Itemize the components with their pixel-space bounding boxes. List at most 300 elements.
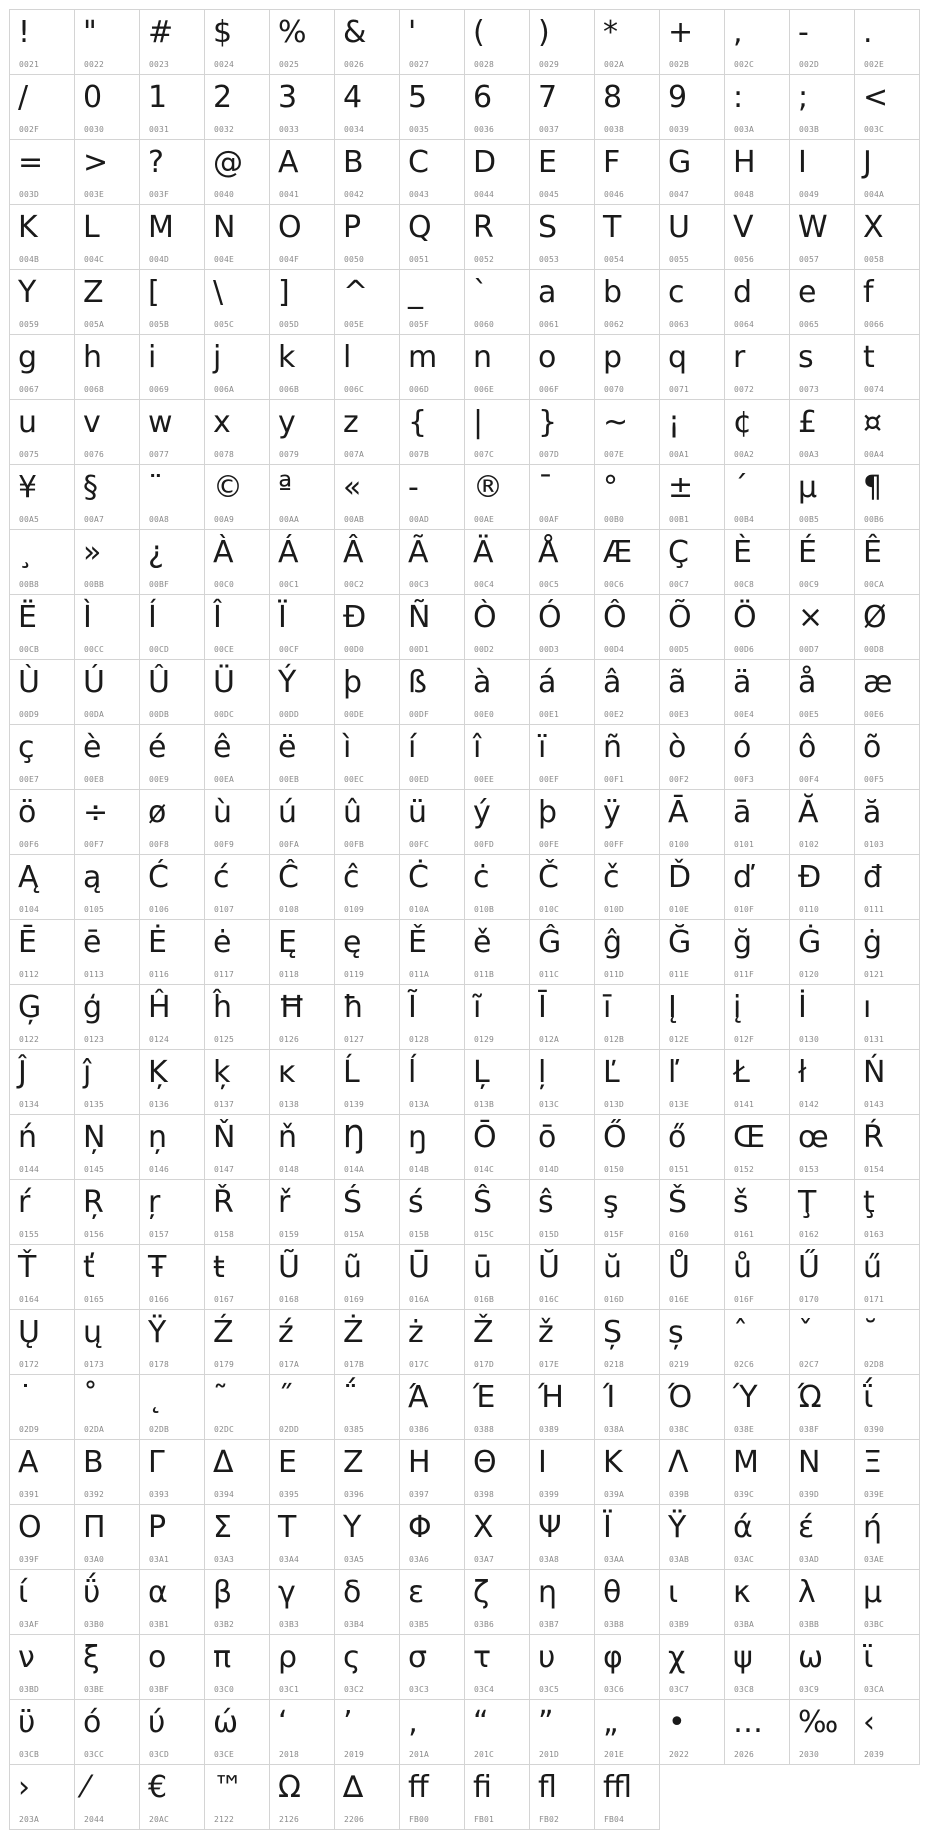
glyph-codepoint: 0028 <box>474 60 495 69</box>
glyph-codepoint: 0386 <box>409 1425 430 1434</box>
glyph-codepoint: 002C <box>734 60 755 69</box>
glyph-cell <box>335 1570 400 1635</box>
glyph-cell <box>270 1245 335 1310</box>
glyph-codepoint: 0062 <box>604 320 625 329</box>
glyph-cell <box>75 10 140 75</box>
glyph-codepoint: 0125 <box>214 1035 235 1044</box>
glyph-cell <box>10 530 75 595</box>
glyph-char: á <box>538 665 557 700</box>
glyph-codepoint: 00D1 <box>409 645 430 654</box>
glyph-cell <box>465 1375 530 1440</box>
glyph-char: Ϋ <box>668 1510 687 1545</box>
glyph-char: µ <box>798 470 818 505</box>
glyph-codepoint: 0041 <box>279 190 300 199</box>
glyph-cell <box>660 1635 725 1700</box>
glyph-codepoint: 002F <box>19 125 40 134</box>
glyph-char: ş <box>603 1185 619 1220</box>
glyph-codepoint: 00DE <box>344 710 365 719</box>
glyph-codepoint: 0151 <box>669 1165 690 1174</box>
glyph-codepoint: 003F <box>149 190 170 199</box>
glyph-codepoint: 00E3 <box>669 710 690 719</box>
glyph-cell <box>270 1570 335 1635</box>
glyph-cell <box>855 400 920 465</box>
glyph-codepoint: 0068 <box>84 385 105 394</box>
glyph-char: a <box>538 275 557 310</box>
glyph-char: " <box>83 15 97 50</box>
glyph-char: Ü <box>213 665 235 700</box>
glyph-codepoint: 0113 <box>84 970 105 979</box>
glyph-codepoint: 014A <box>344 1165 365 1174</box>
glyph-codepoint: 00CD <box>149 645 170 654</box>
glyph-codepoint: 0165 <box>84 1295 105 1304</box>
glyph-char: ˆ <box>733 1315 748 1350</box>
glyph-codepoint: 03A5 <box>344 1555 365 1564</box>
glyph-char: À <box>213 535 234 570</box>
glyph-cell <box>530 1570 595 1635</box>
glyph-char: ø <box>148 795 167 830</box>
glyph-codepoint: 00B6 <box>864 515 885 524</box>
glyph-codepoint: 00B0 <box>604 515 625 524</box>
glyph-codepoint: 0047 <box>669 190 690 199</box>
glyph-cell <box>465 1310 530 1375</box>
glyph-char: + <box>668 15 694 50</box>
glyph-char: J <box>863 145 872 180</box>
glyph-cell <box>790 1570 855 1635</box>
glyph-cell <box>10 1245 75 1310</box>
glyph-char: ¨ <box>148 470 163 505</box>
glyph-char: Ύ <box>733 1380 758 1415</box>
glyph-char: y <box>278 405 296 440</box>
glyph-codepoint: 00DB <box>149 710 170 719</box>
glyph-char: ﬂ <box>538 1770 557 1805</box>
glyph-codepoint: 00B1 <box>669 515 690 524</box>
glyph-cell <box>725 1505 790 1570</box>
glyph-cell <box>400 205 465 270</box>
glyph-char: ﬄ <box>603 1770 633 1805</box>
glyph-char: É <box>798 535 817 570</box>
glyph-char: U <box>668 210 690 245</box>
glyph-cell <box>335 1505 400 1570</box>
glyph-char: € <box>148 1770 168 1805</box>
glyph-char: İ <box>798 990 807 1025</box>
glyph-cell <box>595 1375 660 1440</box>
glyph-codepoint: 004C <box>84 255 105 264</box>
glyph-cell <box>75 725 140 790</box>
glyph-cell <box>465 985 530 1050</box>
glyph-codepoint: 00D3 <box>539 645 560 654</box>
glyph-cell <box>75 1440 140 1505</box>
glyph-char: í <box>408 730 417 765</box>
glyph-cell <box>270 335 335 400</box>
glyph-codepoint: 0162 <box>799 1230 820 1239</box>
glyph-codepoint: 2044 <box>84 1815 105 1824</box>
glyph-cell <box>10 270 75 335</box>
glyph-codepoint: 004D <box>149 255 170 264</box>
glyph-codepoint: 03BD <box>19 1685 40 1694</box>
glyph-char: Ÿ <box>148 1315 167 1350</box>
glyph-cell <box>270 920 335 985</box>
glyph-cell <box>855 660 920 725</box>
glyph-cell <box>660 855 725 920</box>
glyph-codepoint: 003D <box>19 190 40 199</box>
glyph-char: Ť <box>18 1250 37 1285</box>
glyph-cell <box>595 1440 660 1505</box>
glyph-codepoint: 0134 <box>19 1100 40 1109</box>
glyph-codepoint: 201D <box>539 1750 560 1759</box>
glyph-codepoint: 0120 <box>799 970 820 979</box>
glyph-codepoint: 00A2 <box>734 450 755 459</box>
glyph-cell <box>10 660 75 725</box>
glyph-cell <box>465 1570 530 1635</box>
glyph-char: N <box>213 210 236 245</box>
glyph-char: ) <box>538 15 550 50</box>
glyph-cell <box>725 1180 790 1245</box>
glyph-cell <box>335 465 400 530</box>
glyph-codepoint: 00C5 <box>539 580 560 589</box>
glyph-codepoint: 00FF <box>604 840 625 849</box>
glyph-char: ] <box>278 275 290 310</box>
glyph-char: ¯ <box>538 470 553 505</box>
glyph-cell <box>660 920 725 985</box>
glyph-cell <box>530 790 595 855</box>
glyph-cell <box>75 335 140 400</box>
glyph-codepoint: 03A1 <box>149 1555 170 1564</box>
glyph-cell <box>855 140 920 205</box>
glyph-char: Ö <box>733 600 757 635</box>
glyph-codepoint: 012A <box>539 1035 560 1044</box>
glyph-cell <box>855 1310 920 1375</box>
glyph-codepoint: 03BF <box>149 1685 170 1694</box>
glyph-codepoint: 00F2 <box>669 775 690 784</box>
glyph-char: Œ <box>733 1120 766 1155</box>
glyph-codepoint: 00EB <box>279 775 300 784</box>
glyph-char: Σ <box>213 1510 232 1545</box>
glyph-char: - <box>798 15 809 50</box>
glyph-cell <box>790 1505 855 1570</box>
glyph-cell <box>140 595 205 660</box>
glyph-cell <box>205 75 270 140</box>
glyph-char: Ε <box>278 1445 297 1480</box>
glyph-codepoint: 03B9 <box>669 1620 690 1629</box>
glyph-cell <box>790 660 855 725</box>
glyph-char: ġ <box>863 925 883 960</box>
glyph-codepoint: 0039 <box>669 125 690 134</box>
glyph-char: ń <box>18 1120 38 1155</box>
glyph-char: ± <box>668 470 694 505</box>
glyph-cell <box>270 140 335 205</box>
glyph-codepoint: 03A4 <box>279 1555 300 1564</box>
glyph-char: Α <box>18 1445 39 1480</box>
glyph-char: D <box>473 145 497 180</box>
glyph-char: ε <box>408 1575 425 1610</box>
glyph-codepoint: 002A <box>604 60 625 69</box>
glyph-codepoint: 0147 <box>214 1165 235 1174</box>
glyph-char: ˇ <box>798 1315 813 1350</box>
glyph-codepoint: 0071 <box>669 385 690 394</box>
glyph-cell <box>790 1180 855 1245</box>
glyph-char: Î <box>213 600 222 635</box>
glyph-cell <box>465 10 530 75</box>
glyph-char: Ė <box>148 925 167 960</box>
glyph-char: ^ <box>343 275 369 310</box>
glyph-codepoint: 011A <box>409 970 430 979</box>
glyph-cell <box>205 1635 270 1700</box>
glyph-cell <box>660 1505 725 1570</box>
glyph-cell <box>790 140 855 205</box>
glyph-cell <box>335 1765 400 1830</box>
glyph-cell <box>595 335 660 400</box>
glyph-cell <box>270 1505 335 1570</box>
glyph-cell <box>595 595 660 660</box>
glyph-char: Ò <box>473 600 497 635</box>
glyph-char: B <box>343 145 364 180</box>
glyph-cell <box>140 1375 205 1440</box>
glyph-cell <box>335 10 400 75</box>
glyph-cell <box>205 985 270 1050</box>
glyph-cell <box>595 1765 660 1830</box>
glyph-codepoint: 00F8 <box>149 840 170 849</box>
glyph-cell <box>530 1115 595 1180</box>
glyph-codepoint: 00D4 <box>604 645 625 654</box>
glyph-char: ŋ <box>408 1120 428 1155</box>
glyph-cell <box>270 1115 335 1180</box>
glyph-codepoint: 0023 <box>149 60 170 69</box>
glyph-char: Ž <box>473 1315 494 1350</box>
glyph-char: ľ <box>668 1055 680 1090</box>
glyph-codepoint: 0128 <box>409 1035 430 1044</box>
glyph-char: ¡ <box>668 405 681 440</box>
glyph-char: 0 <box>83 80 103 115</box>
glyph-char: Ú <box>83 665 105 700</box>
glyph-char: q <box>668 340 688 375</box>
glyph-char: ΅ <box>343 1380 358 1415</box>
glyph-cell <box>335 205 400 270</box>
glyph-char: č <box>603 860 620 895</box>
glyph-char: ϋ <box>18 1705 36 1740</box>
glyph-char: Ù <box>18 665 40 700</box>
glyph-cell <box>270 1635 335 1700</box>
glyph-codepoint: 010D <box>604 905 625 914</box>
glyph-codepoint: 0179 <box>214 1360 235 1369</box>
glyph-cell <box>75 1245 140 1310</box>
glyph-char: õ <box>863 730 882 765</box>
glyph-char: Ż <box>343 1315 364 1350</box>
glyph-cell <box>465 595 530 660</box>
glyph-char: ó <box>733 730 752 765</box>
glyph-cell <box>335 855 400 920</box>
glyph-codepoint: 0063 <box>669 320 690 329</box>
glyph-codepoint: 006F <box>539 385 560 394</box>
glyph-cell <box>205 1505 270 1570</box>
glyph-cell <box>205 1375 270 1440</box>
glyph-char: o <box>538 340 557 375</box>
glyph-codepoint: 012F <box>734 1035 755 1044</box>
glyph-cell <box>400 1635 465 1700</box>
glyph-codepoint: 0033 <box>279 125 300 134</box>
glyph-char: X <box>863 210 884 245</box>
glyph-char: ħ <box>343 990 364 1025</box>
glyph-cell <box>595 1115 660 1180</box>
glyph-cell <box>335 1375 400 1440</box>
glyph-char: d <box>733 275 753 310</box>
glyph-cell <box>660 465 725 530</box>
glyph-char: 4 <box>343 80 363 115</box>
glyph-cell <box>595 10 660 75</box>
glyph-cell <box>75 1635 140 1700</box>
glyph-codepoint: 0150 <box>604 1165 625 1174</box>
glyph-char: æ <box>863 665 893 700</box>
glyph-char: ν <box>18 1640 35 1675</box>
glyph-char: Ő <box>603 1120 627 1155</box>
glyph-codepoint: 038F <box>799 1425 820 1434</box>
glyph-char: Κ <box>603 1445 623 1480</box>
glyph-cell <box>10 1115 75 1180</box>
glyph-cell <box>595 1570 660 1635</box>
glyph-codepoint: 201C <box>474 1750 495 1759</box>
glyph-codepoint: 015D <box>539 1230 560 1239</box>
glyph-codepoint: 03C2 <box>344 1685 365 1694</box>
glyph-cell <box>335 985 400 1050</box>
glyph-cell <box>725 140 790 205</box>
glyph-char: Ι <box>538 1445 547 1480</box>
glyph-codepoint: 0131 <box>864 1035 885 1044</box>
glyph-cell <box>10 1570 75 1635</box>
glyph-cell <box>205 920 270 985</box>
glyph-codepoint: 0392 <box>84 1490 105 1499</box>
glyph-char: Ì <box>83 600 92 635</box>
glyph-cell <box>855 1180 920 1245</box>
glyph-char: ļ <box>538 1055 547 1090</box>
glyph-char: ĺ <box>408 1055 417 1090</box>
glyph-codepoint: 0389 <box>539 1425 560 1434</box>
glyph-cell <box>140 335 205 400</box>
glyph-cell <box>855 790 920 855</box>
glyph-char: Δ <box>213 1445 234 1480</box>
glyph-codepoint: 03AD <box>799 1555 820 1564</box>
glyph-cell <box>855 1570 920 1635</box>
glyph-cell <box>725 725 790 790</box>
glyph-char: ř <box>278 1185 291 1220</box>
glyph-cell <box>335 1635 400 1700</box>
glyph-char: ģ <box>83 990 103 1025</box>
glyph-cell <box>530 660 595 725</box>
glyph-char: ¤ <box>863 405 883 440</box>
glyph-codepoint: 0398 <box>474 1490 495 1499</box>
glyph-codepoint: 00A1 <box>669 450 690 459</box>
glyph-codepoint: FB01 <box>474 1815 495 1824</box>
glyph-cell <box>205 725 270 790</box>
glyph-char: Ź <box>213 1315 234 1350</box>
glyph-codepoint: 010E <box>669 905 690 914</box>
glyph-char: ú <box>278 795 298 830</box>
glyph-char: 1 <box>148 80 168 115</box>
glyph-char: Ć <box>148 860 169 895</box>
glyph-char: V <box>733 210 754 245</box>
glyph-char: Υ <box>343 1510 362 1545</box>
glyph-codepoint: 015B <box>409 1230 430 1239</box>
glyph-codepoint: FB02 <box>539 1815 560 1824</box>
glyph-codepoint: 00A7 <box>84 515 105 524</box>
glyph-codepoint: 03CD <box>149 1750 170 1759</box>
glyph-codepoint: 00A3 <box>799 450 820 459</box>
glyph-cell <box>205 400 270 465</box>
glyph-char: ~ <box>603 405 629 440</box>
glyph-cell <box>855 725 920 790</box>
glyph-char: Ë <box>18 600 37 635</box>
glyph-codepoint: 0118 <box>279 970 300 979</box>
glyph-char: £ <box>798 405 818 440</box>
glyph-char: ß <box>408 665 427 700</box>
glyph-char: ć <box>213 860 230 895</box>
glyph-cell <box>465 140 530 205</box>
glyph-codepoint: 0106 <box>149 905 170 914</box>
glyph-cell <box>855 335 920 400</box>
glyph-cell <box>205 530 270 595</box>
glyph-char: ű <box>863 1250 883 1285</box>
glyph-cell <box>855 1635 920 1700</box>
glyph-cell <box>400 1245 465 1310</box>
glyph-codepoint: 007A <box>344 450 365 459</box>
glyph-cell <box>595 465 660 530</box>
glyph-char: ψ <box>733 1640 753 1675</box>
glyph-cell <box>725 1440 790 1505</box>
glyph-codepoint: 0061 <box>539 320 560 329</box>
glyph-codepoint: 03CA <box>864 1685 885 1694</box>
glyph-codepoint: 03AA <box>604 1555 625 1564</box>
glyph-char: ? <box>148 145 164 180</box>
glyph-codepoint: 0026 <box>344 60 365 69</box>
glyph-codepoint: 0396 <box>344 1490 365 1499</box>
glyph-codepoint: 0057 <box>799 255 820 264</box>
glyph-codepoint: 02DB <box>149 1425 170 1434</box>
glyph-cell <box>595 270 660 335</box>
glyph-cell <box>725 1115 790 1180</box>
glyph-cell <box>855 270 920 335</box>
glyph-char: j <box>213 340 222 375</box>
glyph-cell <box>270 270 335 335</box>
glyph-cell <box>270 1310 335 1375</box>
glyph-codepoint: 0024 <box>214 60 235 69</box>
glyph-cell <box>140 140 205 205</box>
glyph-codepoint: 00A9 <box>214 515 235 524</box>
glyph-codepoint: 007D <box>539 450 560 459</box>
glyph-char: ξ <box>83 1640 100 1675</box>
glyph-char: ś <box>408 1185 424 1220</box>
glyph-char: ϊ <box>863 1640 874 1675</box>
glyph-cell <box>595 1245 660 1310</box>
glyph-cell <box>595 920 660 985</box>
glyph-cell <box>335 530 400 595</box>
glyph-codepoint: 0022 <box>84 60 105 69</box>
glyph-cell <box>205 270 270 335</box>
glyph-char: Ĺ <box>343 1055 360 1090</box>
glyph-char: Ĉ <box>278 860 299 895</box>
glyph-codepoint: 03A0 <box>84 1555 105 1564</box>
glyph-codepoint: 00CE <box>214 645 235 654</box>
glyph-codepoint: 0388 <box>474 1425 495 1434</box>
glyph-codepoint: 0161 <box>734 1230 755 1239</box>
glyph-cell <box>400 400 465 465</box>
glyph-cell <box>530 1180 595 1245</box>
glyph-cell <box>400 790 465 855</box>
glyph-codepoint: 0391 <box>19 1490 40 1499</box>
glyph-cell <box>270 10 335 75</box>
glyph-codepoint: 00DA <box>84 710 105 719</box>
glyph-cell <box>335 920 400 985</box>
glyph-codepoint: 00A5 <box>19 515 40 524</box>
glyph-cell <box>465 335 530 400</box>
glyph-char: @ <box>213 145 243 180</box>
